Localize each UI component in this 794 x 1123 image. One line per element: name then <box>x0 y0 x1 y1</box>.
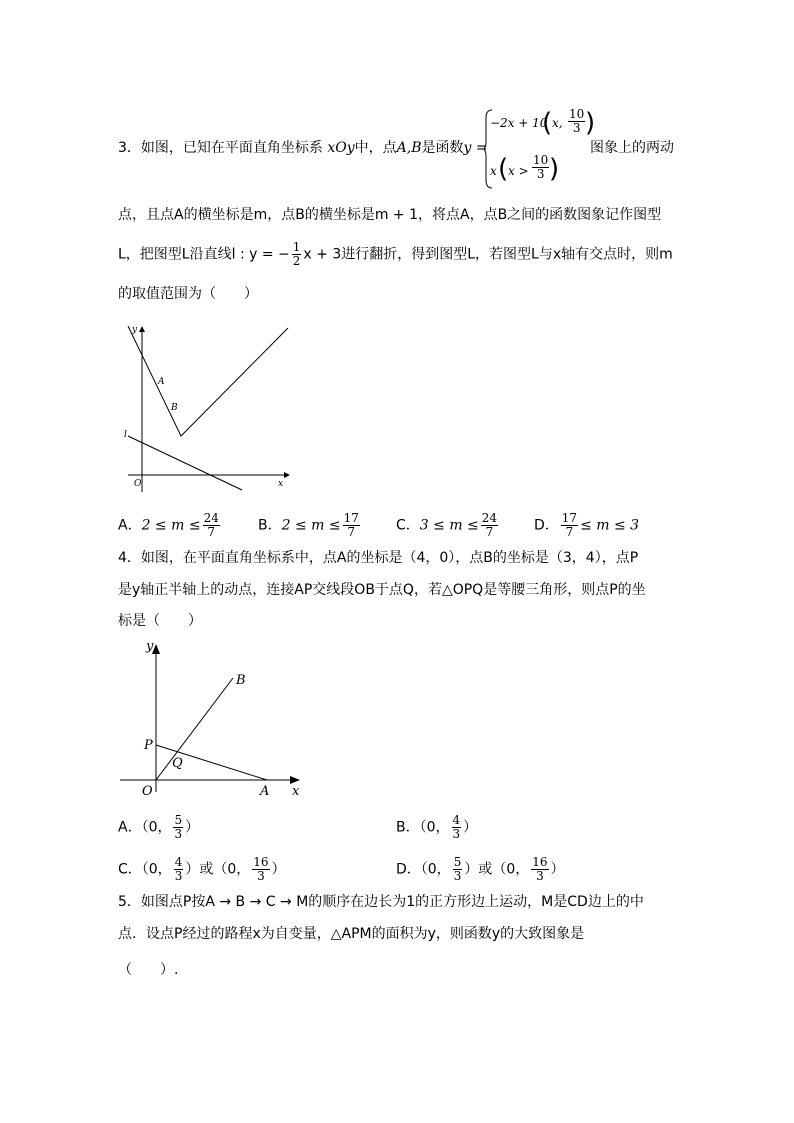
q4-label-q: Q <box>172 756 183 771</box>
q4-option-c[interactable] <box>118 856 286 883</box>
piece1-paren-close: ) <box>585 108 596 138</box>
piece2-cond: x > <box>508 164 529 178</box>
q3-option-b-pre: 2 ≤ m ≤ <box>281 517 341 534</box>
q3-number: 3． <box>118 140 141 156</box>
piece2-paren-close: ) <box>549 154 560 184</box>
piece1-expr: −2x + 10 <box>490 116 548 130</box>
q3-option-d[interactable] <box>534 512 639 539</box>
q3-function-graph <box>128 326 288 436</box>
q5-line3: （ ）. <box>118 962 179 978</box>
q4-option-d-fraction-1 <box>453 856 463 883</box>
q3-text-b: 中，点 <box>354 140 397 156</box>
q4-option-b-label: B．（0， <box>396 819 450 836</box>
q3-option-a[interactable] <box>118 512 222 539</box>
q3-option-d-fraction <box>561 512 578 539</box>
q5-line1: 5．如图点P按A → B → C → M的顺序在边长为1的正方形边上运动，M是CD边上的中 <box>118 894 644 910</box>
q4-option-c-label: C．（0， <box>118 861 172 878</box>
q4-option-d-close: ） <box>550 861 565 878</box>
q3-option-c-num: 24 <box>481 511 498 525</box>
piece2-frac-den: 3 <box>536 167 545 181</box>
q4-option-d-num1: 5 <box>453 855 462 869</box>
q4-option-c-close: ） <box>271 861 286 878</box>
q3-line1-end: 图象上的两动 <box>590 140 674 156</box>
q3-option-d-label: D． <box>534 517 559 534</box>
q4-segment-ob <box>156 678 233 780</box>
q3-option-a-den: 7 <box>207 525 216 539</box>
q3-option-d-num: 17 <box>561 511 578 525</box>
q3-option-a-num: 24 <box>203 511 219 525</box>
q4-option-b-close: ） <box>463 819 478 836</box>
piece1-paren-open: ( <box>542 108 553 138</box>
q4-option-d[interactable] <box>396 856 565 883</box>
q5-line2: 点．设点P经过的路程x为自变量，△APM的面积为y，则函数y的大致图象是 <box>118 926 585 942</box>
q3-line1 <box>118 138 488 158</box>
q3-label-a: A <box>158 377 165 387</box>
piecewise-function <box>484 108 604 190</box>
q3-line3-a: L，把图型L沿直线l : y = − <box>118 246 290 263</box>
piece1-frac-num: 10 <box>569 107 585 121</box>
q3-label-x: x <box>278 479 284 489</box>
q3-option-c[interactable] <box>396 512 500 539</box>
q3-label-b: B <box>171 403 178 413</box>
q3-option-b-den: 7 <box>347 525 356 539</box>
q4-option-a-label: A．（0， <box>118 819 172 836</box>
piece1-fraction <box>568 108 585 135</box>
q4-option-a-den: 3 <box>174 827 183 841</box>
q3-y-eq: y = <box>463 140 488 156</box>
q3-option-b-label: B． <box>258 517 282 534</box>
q3-option-a-label: A． <box>118 517 142 534</box>
q4-line2: 是y轴正半轴上的动点，连接AP交线段OB于点Q，若△OPQ是等腰三角形，则点P的坐 <box>118 582 646 598</box>
q3-option-a-pre: 2 ≤ m ≤ <box>141 517 201 534</box>
q3-text-a: 如图，已知在平面直角坐标系 <box>140 140 323 156</box>
q3-line3-frac-num: 1 <box>292 240 301 254</box>
q3-option-c-label: C． <box>396 517 420 534</box>
q3-label-o: O <box>134 479 142 489</box>
q4-option-c-mid: ）或（0， <box>185 861 251 878</box>
q4-option-b-fraction <box>452 814 462 841</box>
q3-line3-b: x + 3进行翻折，得到图型L，若图型L与x轴有交点时，则m <box>303 246 673 263</box>
q4-option-c-num1: 4 <box>174 855 183 869</box>
q3-line3 <box>118 241 673 268</box>
q4-label-b: B <box>236 673 246 688</box>
q4-option-d-den1: 3 <box>453 869 462 883</box>
q4-option-a[interactable] <box>118 814 199 841</box>
q4-option-d-mid: ）或（0， <box>464 861 530 878</box>
piece2-expr: x <box>490 164 497 178</box>
q4-line1: 4．如图，在平面直角坐标系中，点A的坐标是（4，0），点B的坐标是（3，4），点P <box>118 550 639 566</box>
q3-line2: 点，且点A的横坐标是m，点B的横坐标是m + 1，将点A，点B之间的函数图象记作图型 <box>118 207 662 223</box>
piece2-frac-num: 10 <box>533 153 549 167</box>
q3-line3-fraction <box>292 241 302 268</box>
q3-label-l: l <box>124 430 127 440</box>
q3-option-c-pre: 3 ≤ m ≤ <box>419 517 479 534</box>
q3-line3-frac-den: 2 <box>292 254 301 268</box>
q3-option-c-den: 7 <box>485 525 494 539</box>
q4-option-c-fraction-1 <box>174 856 184 883</box>
piece2-paren-open: ( <box>498 154 509 184</box>
q3-x-arrow <box>284 472 290 478</box>
q3-y-arrow <box>139 326 145 332</box>
q4-option-a-close: ） <box>185 819 200 836</box>
q4-option-d-den2: 3 <box>536 869 544 883</box>
q4-option-b-num: 4 <box>452 813 461 827</box>
q3-option-a-fraction <box>203 512 220 539</box>
q3-option-d-den: 7 <box>565 525 574 539</box>
q3-line4: 的取值范围为（ ） <box>118 286 258 302</box>
q4-x-arrow <box>290 776 300 784</box>
q4-option-d-num2: 16 <box>532 855 548 869</box>
q3-text-c: 是函数 <box>421 140 464 156</box>
q3-line-l <box>128 436 242 490</box>
q4-option-d-label: D．（0， <box>396 861 451 878</box>
q3-option-d-post: ≤ m ≤ 3 <box>580 517 640 534</box>
q4-option-a-fraction <box>173 814 183 841</box>
q4-figure <box>112 632 312 802</box>
q3-ab: A,B <box>396 140 422 156</box>
q4-option-c-num2: 16 <box>253 855 269 869</box>
q3-option-c-fraction <box>481 512 498 539</box>
q4-option-b[interactable] <box>396 814 477 841</box>
q4-option-c-den1: 3 <box>174 869 183 883</box>
q4-line3: 标是（ ） <box>118 613 202 629</box>
q4-label-a: A <box>260 784 270 799</box>
q4-label-x: x <box>292 784 300 799</box>
q4-option-b-den: 3 <box>452 827 461 841</box>
q4-label-y: y <box>146 639 154 654</box>
q4-option-d-fraction-2 <box>531 856 548 883</box>
q4-option-a-num: 5 <box>174 813 183 827</box>
q4-option-c-den2: 3 <box>257 869 265 883</box>
q3-option-b-fraction <box>343 512 360 539</box>
q3-option-b-num: 17 <box>343 511 359 525</box>
q4-label-p: P <box>144 738 153 753</box>
q3-option-b[interactable] <box>258 512 362 539</box>
q3-xoy: xOy <box>327 140 355 156</box>
piece1-frac-den: 3 <box>572 121 581 135</box>
q4-label-o: O <box>142 784 153 799</box>
q3-label-y: y <box>132 325 138 335</box>
q3-figure <box>118 320 308 495</box>
piece1-cond: x, <box>552 116 563 130</box>
q4-option-c-fraction-2 <box>252 856 269 883</box>
piece2-fraction <box>532 154 549 181</box>
